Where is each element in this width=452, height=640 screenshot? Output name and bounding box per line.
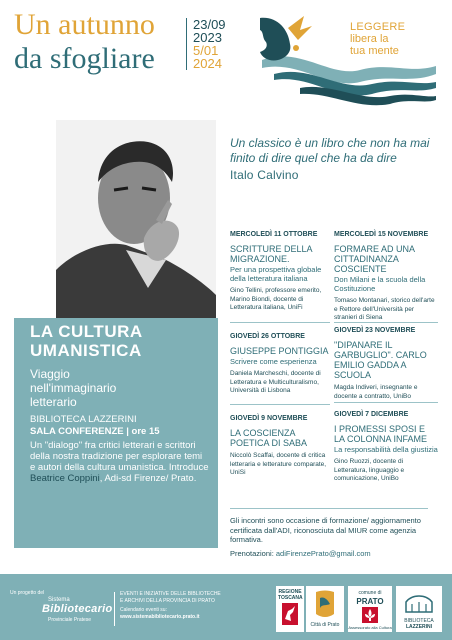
footer-divider (114, 592, 115, 626)
event-card-3 (230, 332, 330, 396)
comune-label-1: comune di (358, 590, 382, 596)
event-subtitle: Don Milani e la scuola della Costituzione (334, 275, 426, 293)
date-start-day: 23/09 (193, 17, 226, 32)
venue-name: BIBLIOTECA LAZZERINI (30, 414, 137, 425)
event-card-1 (230, 230, 330, 313)
event-date: GIOVEDÌ 23 NOVEMBRE (334, 327, 416, 334)
regione-label-2: TOSCANA (278, 595, 303, 601)
sistema-logo-line3: Provinciale Pratese (48, 617, 92, 623)
event-card-2 (334, 230, 438, 323)
events-line1: EVENTI E INIZIATIVE DELLE BIBLIOTECHE (120, 591, 221, 597)
event-date: MERCOLEDÌ 15 NOVEMBRE (334, 231, 429, 238)
event-title: FORMARE AD UNA CITTADINANZA COSCIENTE (334, 244, 415, 274)
event-title: I PROMESSI SPOSI E LA COLONNA INFAME (334, 424, 428, 444)
library-building-icon (404, 592, 434, 616)
event-card-6 (334, 410, 438, 484)
introducer-name: Beatrice Coppini (30, 473, 100, 484)
event-date: MERCOLEDÌ 11 OTTOBRE (230, 231, 318, 238)
date-start-year: 2023 (193, 30, 222, 45)
event-date: GIOVEDÌ 7 DICEMBRE (334, 411, 409, 418)
event-title-line1: Un autunno (14, 8, 155, 41)
series-subtitle-line1: Viaggio (30, 367, 70, 381)
series-subtitle-line2: nell'immaginario (30, 381, 117, 395)
prato-city-emblem-icon (312, 588, 338, 620)
lazzerini-label-1: BIBLIOTECA (404, 618, 434, 624)
series-subtitle-line3: letterario (30, 395, 77, 409)
sistema-logo-line2: Bibliotecario (42, 603, 113, 615)
comune-label-3: Assessorato alla Cultura (348, 625, 392, 630)
comune-label-2: PRATO (356, 597, 384, 606)
reading-woman-logo (240, 8, 440, 108)
series-title-line1: LA CULTURA (30, 322, 143, 341)
event-divider (230, 322, 330, 323)
header-divider (186, 18, 187, 70)
event-speakers: Tomaso Montanari, storico dell'arte e Rettore dell'Università per stranieri di Siena (334, 297, 435, 321)
event-card-5 (230, 414, 330, 478)
certification-text: Gli incontri sono occasione di formazione/ aggiornamento certificata dall'ADI, riconosciuta dal MIUR come agenzia formativa. (230, 516, 421, 544)
citta-prato-label: Città di Prato (310, 622, 340, 628)
event-date: GIOVEDÌ 26 OTTOBRE (230, 333, 305, 340)
date-end-day: 5/01 (193, 43, 219, 58)
calendar-website-link[interactable]: www.sistemabibliotecario.prato.it (120, 614, 200, 620)
sistema-logo-line1: Sistema (48, 597, 70, 603)
notes-divider (230, 508, 428, 509)
tagline-leggere: LEGGERE (350, 21, 406, 33)
event-card-4 (334, 326, 438, 401)
series-description-text: Un "dialogo" fra critici letterari e scrittori della nostra tradizione per esplorare temi e autori della cultura umanistica. Introduce (30, 440, 209, 473)
event-divider (334, 322, 438, 323)
event-subtitle: Scrivere come esperienza (230, 357, 317, 366)
event-speakers: Niccolò Scaffai, docente di critica letteraria e letterature comparate, UniSi (230, 452, 327, 476)
event-title-line2: da sfogliare (14, 42, 155, 75)
event-date: GIOVEDÌ 9 NOVEMBRE (230, 415, 308, 422)
tagline-libera: libera la (350, 33, 389, 45)
tagline-tua-mente: tua mente (350, 45, 399, 57)
project-label: Un progetto del (10, 590, 45, 596)
venue-room-time: SALA CONFERENZE | ore 15 (30, 426, 160, 437)
event-divider (230, 404, 330, 405)
event-speakers: Gino Ruozzi, docente di Letteratura, linguaggio e comunicazione, UniBo (334, 458, 405, 482)
series-title-line2: UMANISTICA (30, 341, 142, 360)
event-speakers: Gino Tellini, professore emerito, Marino Biondi, docente di Letteratura italiana, UniFi (230, 287, 322, 311)
event-speakers: Daniela Marcheschi, docente di Letteratura e Multiculturalismo, Università di Lisbona (230, 370, 321, 394)
event-subtitle: Per una prospettiva globale della letteratura italiana (230, 265, 322, 283)
lazzerini-label-2: LAZZERINI (405, 624, 433, 630)
quote-text: Un classico è un libro che non ha mai finito di dire quel che ha da dire (230, 136, 430, 165)
calendar-label: Calendario eventi su: (120, 607, 167, 613)
introducer-role: , Adi-sd Firenze/ Prato. (99, 473, 197, 484)
event-speakers: Magda Indiveri, insegnante e docente a contratto, UniBo (334, 384, 418, 400)
fleur-de-lis-icon (362, 607, 378, 623)
event-divider (334, 402, 438, 403)
quote-author: Italo Calvino (230, 168, 299, 182)
events-line2: E ARCHIVI DELLA PROVINCIA DI PRATO (120, 598, 215, 604)
booking-label: Prenotazioni: (230, 548, 274, 558)
certification-notes (230, 516, 430, 558)
date-end-year: 2024 (193, 56, 222, 71)
event-title: GIUSEPPE PONTIGGIA (230, 346, 329, 356)
event-title: "DIPANARE IL GARBUGLIO". CARLO EMILIO GADDA A SCUOLA (334, 340, 427, 380)
series-description (30, 440, 210, 484)
event-title: SCRITTURE DELLA MIGRAZIONE. (230, 244, 313, 264)
regione-label-1: REGIONE (278, 589, 302, 595)
event-subtitle: La responsabilità della giustizia (334, 445, 438, 454)
event-title: LA COSCIENZA POETICA DI SABA (230, 428, 308, 448)
booking-email-link[interactable]: adiFirenzePrato@gmail.com (275, 548, 371, 558)
author-portrait-photo (56, 120, 216, 320)
pegasus-icon (282, 603, 298, 625)
